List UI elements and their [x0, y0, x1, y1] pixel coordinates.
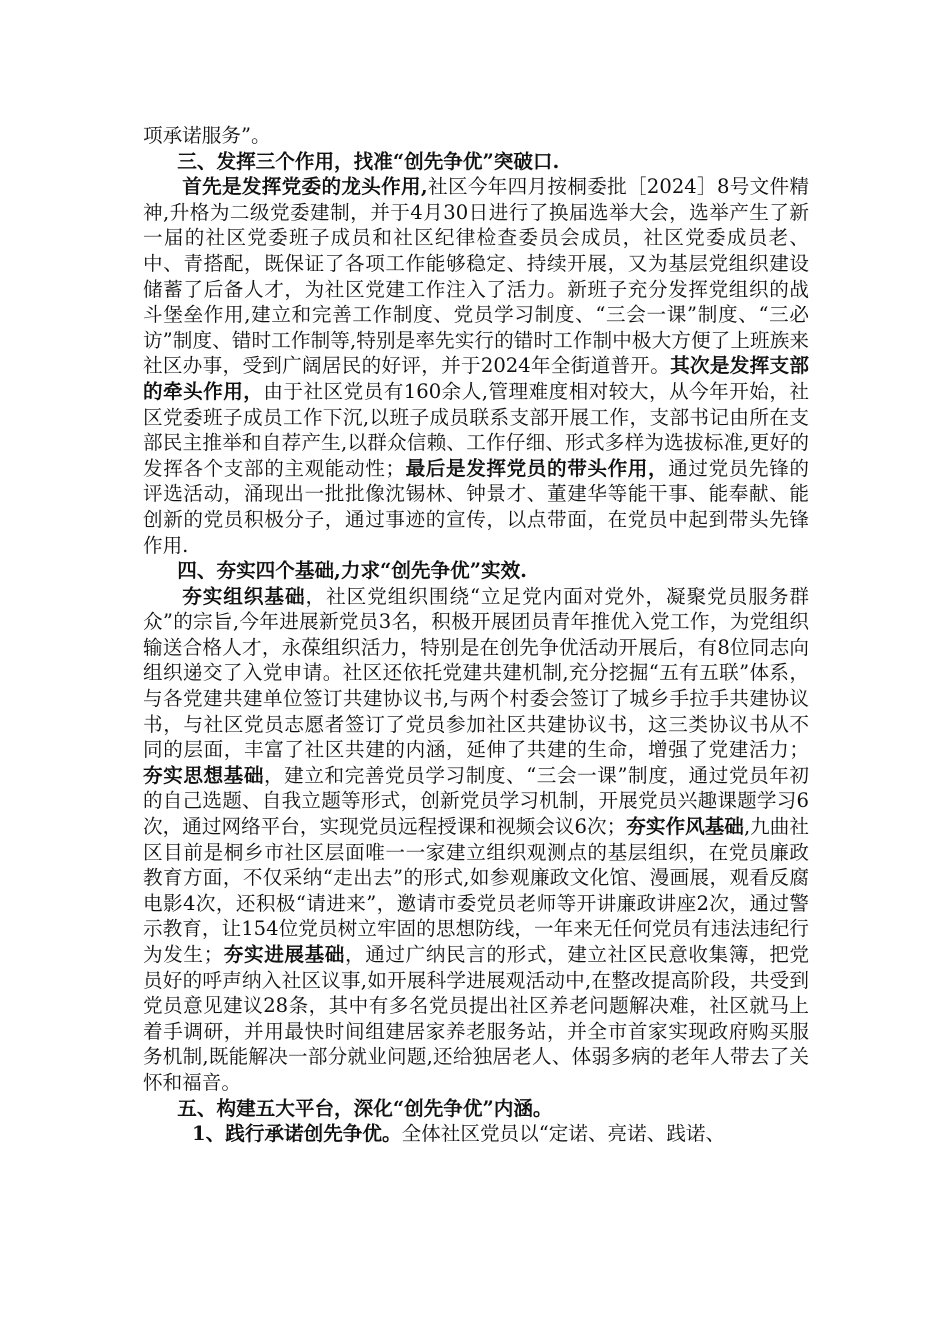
bold-lead-development: 夯实进展基础 [223, 943, 346, 966]
paragraph-text: 全体社区党员以“定诺、亮诺、践诺、 [401, 1122, 726, 1146]
paragraph-text: ，社区党组织围绕“立足党内面对党外，凝聚党员服务群众”的宗旨,今年进展新党员3名，积极开展团员青年推优入党工作，为党组织输送合格人才，永葆组织活力，特别是在创先争优活动开展后，有8位同志向组织递交了入党申请。社区还依托党建共建机制,充分挖掘“五有五联”体系，与各党建共建单位签订共建协议书,与两个村委会签订了城乡手拉手共建协议书，与社区党员志愿者签订了党员参加社区共建协议书，这三类协议书从不同的层面，丰富了社区共建的内涵，延伸了共建的生命，增强了党建活力； [143, 584, 809, 762]
paragraph-continuation: 项承诺服务”。 [143, 124, 271, 147]
bold-lead-style: 夯实作风基础 [626, 815, 744, 839]
section-heading-4: 四、夯实四个基础,力求“创先争优”实效. [177, 559, 527, 583]
bold-lead-party-committee: 首先是发挥党委的龙头作用, [182, 175, 428, 199]
paragraph-text: ，通过广纳民言的形式，建立社区民意收集簿，把党员好的呼声纳入社区议事,如开展科学进展观活动中,在整改提高阶段，共受到党员意见建议28条，其中有多名党员提出社区养老问题解决难，社区就马上着手调研，并用最快时间组建居家养老服务站，并全市首家实现政府购买服务机制,既能解决一部分就业问题,还给独居老人、体弱多病的老年人带去了关怀和福音。 [143, 943, 810, 1094]
section-heading-3: 三、发挥三个作用，找准“创先争优”突破口. [177, 149, 560, 173]
bold-lead-ideology: 夯实思想基础 [143, 763, 265, 787]
paragraph-text: 通过党员先锋的评选活动，涌现出一批批像沈锡林、钟景才、董建华等能干事、能奉献、能创新的党员积极分子，通过事迹的宣传，以点带面，在党员中起到带头先锋作用. [143, 456, 810, 557]
paragraph-text: ,九曲社区目前是桐乡市社区层面唯一一家建立组织观测点的基层组织，在党员廉政教育方面，不仅采纳“走出去”的形式,如参观廉政文化馆、漫画展，观看反腐电影4次，还积极“请进来”，邀请市委党员老师等开讲廉政讲座2次，通过警示教育，让154位党员树立牢固的思想防线，一年来无任何党员有违法违纪行为发生； [143, 815, 810, 966]
section-heading-5: 五、构建五大平台，深化“创先争优”内涵。 [177, 1096, 553, 1120]
paragraph-text: 由于社区党员有160余人,管理难度相对较大，从今年开始，社区党委班子成员工作下沉,以班子成员联系支部开展工作，支部书记由所在支部民主推举和自荐产生,以群众信赖、工作仔细、形式多样为选拔标准,更好的发挥各个支部的主观能动性； [143, 379, 809, 480]
paragraph-text: ，建立和完善党员学习制度、“三会一课”制度，通过党员年初的自己选题、自我立题等形式，创新党员学习机制，开展党员兴趣课题学习6次，通过网络平台，实现党员远程授课和视频会议6次； [143, 763, 809, 839]
bold-lead-branch: 其次是发挥支部的牵头作用， [143, 354, 809, 403]
paragraph-section-3 [143, 174, 809, 558]
paragraph-text: 社区今年四月按桐委批［2024］8号文件精神,升格为二级党委建制，并于4月30日进行了换届选举大会，选举产生了新一届的社区党委班子成员和社区纪律检查委员会成员，社区党委成员老、中、青搭配，既保证了各项工作能够稳定、持续开展，又为基层党组织建设储蓄了后备人才，为社区党建工作注入了活力。新班子充分发挥党组织的战斗堡垒作用,建立和完善工作制度、党员学习制度、“三会一课”制度、“三必访”制度、错时工作制等,特别是率先实行的错时工作制中极大方便了上班族来社区办事，受到广阔居民的好评，并于2024年全街道普开。 [143, 175, 809, 378]
bold-lead-organization: 夯实组织基础 [182, 584, 306, 608]
paragraph-section-4 [143, 584, 809, 1096]
bold-lead-commitment: 1、践行承诺创先争优。 [192, 1122, 402, 1146]
bold-lead-members: 最后是发挥党员的带头作用， [405, 456, 669, 480]
document-page [143, 123, 809, 1147]
paragraph-section-5 [143, 1121, 809, 1147]
